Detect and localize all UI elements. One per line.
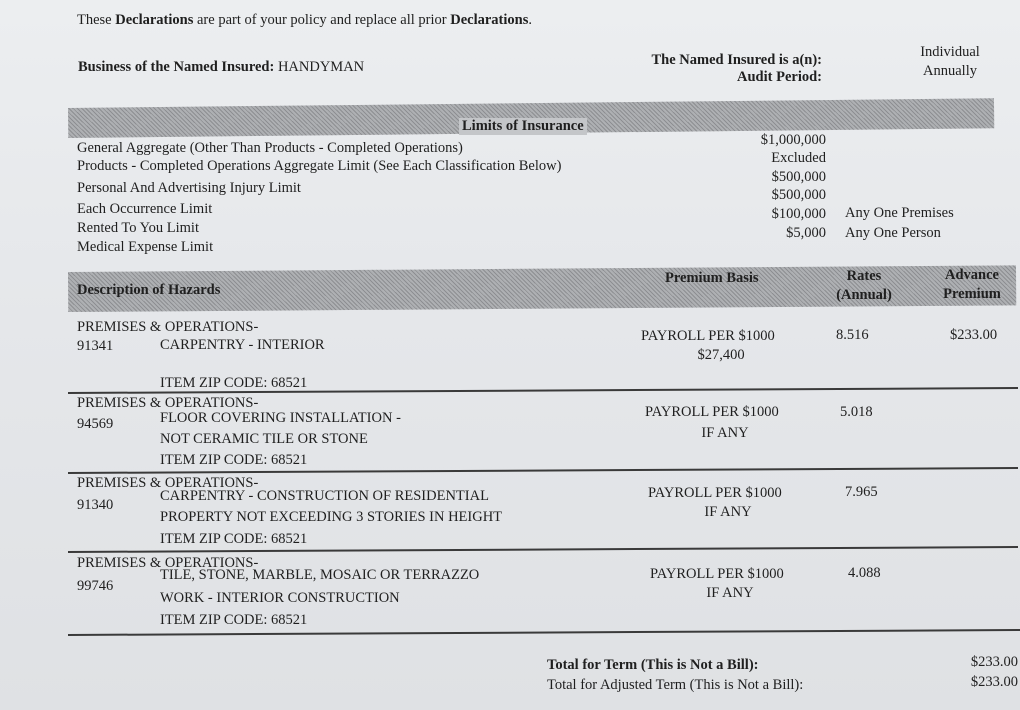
limit-value-medical-expense: $5,000 [786,225,826,241]
hazard-class-code: 94569 [77,416,114,432]
intro-bold-declarations: Declarations [115,12,194,28]
limit-label-general-aggregate: General Aggregate (Other Than Products - Completed Operations) [77,140,463,156]
total-adjusted-term-label: Total for Adjusted Term (This is Not a Bill): [547,677,804,693]
total-adjusted-term-value: $233.00 [970,674,1018,690]
limit-label-products-aggregate: Products - Completed Operations Aggregate Limit (See Each Classification Below) [77,158,562,174]
hazard-basis-value: $27,400 [697,347,745,363]
limit-label-medical-expense: Medical Expense Limit [77,239,214,255]
hazard-description: FLOOR COVERING INSTALLATION - [160,410,401,426]
hazards-header-advance: Advance [945,267,999,283]
audit-period-value: Annually [923,63,977,79]
hazard-class-code: 91340 [77,497,114,513]
named-insured-label: The Named Insured is a(n): [651,52,822,68]
hazard-description: CARPENTRY - INTERIOR [160,337,325,353]
business-field [78,59,364,76]
hazard-basis-value: IF ANY [704,504,752,520]
business-label: Business of the Named Insured: [78,59,275,75]
hazard-zip-code: ITEM ZIP CODE: 68521 [160,375,308,391]
hazard-zip-code: ITEM ZIP CODE: 68521 [160,531,308,547]
named-insured-value: Individual [920,44,980,60]
hazard-zip-code: ITEM ZIP CODE: 68521 [160,452,308,468]
limit-value-products-aggregate: Excluded [771,150,826,166]
business-value: HANDYMAN [277,59,365,75]
hazard-category: PREMISES & OPERATIONS- [77,395,259,411]
intro-text: These [77,12,116,28]
hazard-rate: 7.965 [845,484,878,500]
hazard-class-code: 91341 [77,338,114,354]
hazard-category: PREMISES & OPERATIONS- [77,475,259,491]
hazard-basis-value: IF ANY [706,585,754,601]
limit-value-each-occurrence: $500,000 [771,187,826,203]
total-term-label: Total for Term (This is Not a Bill): [547,657,759,673]
limits-header: Limits of Insurance [459,118,587,135]
limit-label-rented-to-you: Rented To You Limit [77,220,199,236]
total-term-value: $233.00 [970,654,1018,670]
limit-value-personal-advertising: $500,000 [771,169,826,185]
hazard-description-line2: WORK - INTERIOR CONSTRUCTION [160,590,400,606]
hazard-premium-basis: PAYROLL PER $1000 [641,328,775,344]
intro-bold-declarations-2: Declarations [450,12,529,28]
hazard-premium-basis: PAYROLL PER $1000 [650,566,784,582]
audit-period-label: Audit Period: [737,69,822,85]
hazard-description-line2: PROPERTY NOT EXCEEDING 3 STORIES IN HEIGHT [160,509,503,525]
intro-suffix: . [528,12,532,28]
hazard-category: PREMISES & OPERATIONS- [77,319,259,335]
hazard-premium-basis: PAYROLL PER $1000 [648,485,782,501]
hazard-advance-premium: $233.00 [950,327,998,343]
hazard-basis-value: IF ANY [701,425,749,441]
limit-value-rented-to-you: $100,000 [771,206,826,222]
limit-note-any-one-person: Any One Person [845,225,941,241]
hazards-header-description: Description of Hazards [77,282,221,298]
limit-value-general-aggregate: $1,000,000 [760,132,826,148]
hazard-rate: 5.018 [840,404,873,420]
row-divider [68,629,1020,635]
hazards-header-premium: Premium [943,286,1001,302]
limit-note-any-one-premises: Any One Premises [845,205,954,221]
hazard-premium-basis: PAYROLL PER $1000 [645,404,779,420]
limit-label-personal-advertising: Personal And Advertising Injury Limit [77,180,301,196]
hazards-header-rates-annual: (Annual) [836,287,892,303]
hazard-rate: 4.088 [848,565,881,581]
intro-statement [77,12,532,29]
intro-text-middle: are part of your policy and replace all prior [193,12,451,28]
hazard-description-line2: NOT CERAMIC TILE OR STONE [160,431,368,447]
limit-label-each-occurrence: Each Occurrence Limit [77,201,213,217]
hazard-description: TILE, STONE, MARBLE, MOSAIC OR TERRAZZO [160,567,480,583]
hazard-category: PREMISES & OPERATIONS- [77,555,259,571]
hazard-rate: 8.516 [836,327,869,343]
hazard-description: CARPENTRY - CONSTRUCTION OF RESIDENTIAL [160,488,489,504]
hazards-header-rates: Rates [846,268,882,284]
hazard-class-code: 99746 [77,578,114,594]
hazards-header-premium-basis: Premium Basis [665,270,759,286]
hazard-zip-code: ITEM ZIP CODE: 68521 [160,612,308,628]
